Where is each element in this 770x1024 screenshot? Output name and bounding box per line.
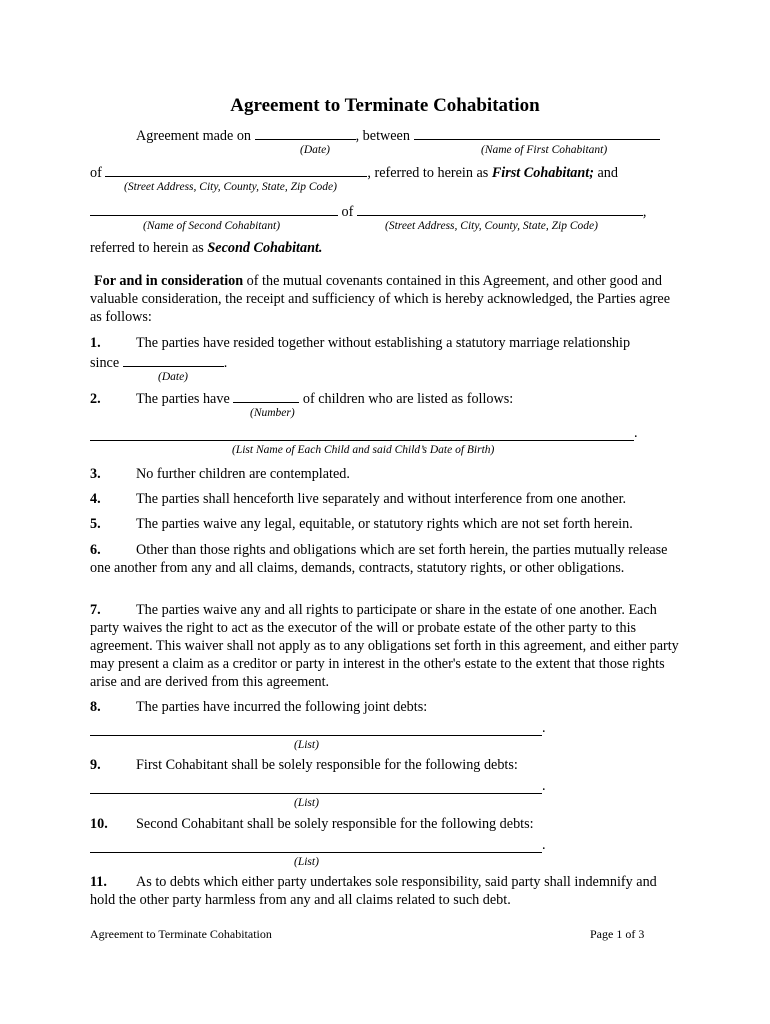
intro-line-1 — [136, 125, 660, 145]
intro-line-4 — [90, 239, 322, 257]
consideration-bold: For and in consideration — [94, 273, 244, 289]
item-11-text: As to debts which either party undertakes sole responsibility, said party shall indemnify and hold the other party harmless from any and all claims related to such debt. — [90, 874, 657, 908]
footer-title: Agreement to Terminate Cohabitation — [90, 927, 272, 941]
first-address-field[interactable] — [105, 162, 367, 177]
item-2 — [90, 388, 513, 408]
and-label: and — [597, 165, 618, 181]
item-2-number: 2. — [90, 391, 101, 407]
first-debts-field[interactable] — [90, 793, 542, 794]
joint-debts-caption: (List) — [294, 739, 319, 751]
item-1-text: The parties have resided together without establishing a statutory marriage relationship — [136, 335, 631, 351]
item-10 — [90, 815, 534, 833]
since-label: since — [90, 355, 120, 371]
footer-page-number: Page 1 of 3 — [590, 927, 645, 941]
children-list-field[interactable] — [90, 440, 634, 441]
item-3 — [90, 465, 350, 483]
second-debts-field[interactable] — [90, 852, 542, 853]
joint-debts-field[interactable] — [90, 735, 542, 736]
item-11 — [90, 873, 680, 909]
intro-line-3 — [90, 201, 646, 221]
item-6-number: 6. — [90, 542, 101, 558]
item-6-text: Other than those rights and obligations which are set forth herein, the parties mutually release one another from any and all claims, demands, contracts, statutory rights, or other obligations. — [90, 542, 668, 576]
item-8-number: 8. — [90, 699, 101, 715]
item-8 — [90, 698, 427, 716]
item-9-number: 9. — [90, 757, 101, 773]
comma-label: , — [642, 204, 647, 220]
item-1-number: 1. — [90, 335, 101, 351]
intro-line-2 — [90, 162, 618, 182]
referred-first-label: , referred to herein as — [367, 165, 489, 181]
item-7-text: The parties waive any and all rights to participate or share in the estate of one another. Each party waives the right to act as the executor of the will or probate estate of the other party to this agreement. This waiver shall not apply as to any obligations set forth in this agreement, and either party may present a claim as a creditor or party in interest in the other's estate to the extent that those rights arise and are derived from this agreement. — [90, 602, 679, 690]
date-caption: (Date) — [300, 144, 331, 156]
second-cohabitant-name-field[interactable] — [90, 201, 338, 216]
second-cohabitant-term: Second Cohabitant. — [207, 240, 323, 256]
item-8-text: The parties have incurred the following joint debts: — [136, 699, 428, 715]
item-2-text-b: of children who are listed as follows: — [302, 391, 514, 407]
between-label: , between — [355, 128, 410, 144]
period: . — [223, 355, 228, 371]
made-on-label: Agreement made on — [136, 128, 252, 144]
item-5-number: 5. — [90, 516, 101, 532]
children-period: . — [634, 425, 638, 441]
date-field[interactable] — [255, 125, 356, 140]
address-caption-2: (Street Address, City, County, State, Zip Code) — [385, 220, 598, 232]
second-debts-caption: (List) — [294, 856, 319, 868]
item-2-text-a: The parties have — [136, 391, 230, 407]
since-date-field[interactable] — [123, 352, 224, 367]
item-10-number: 10. — [90, 816, 108, 832]
address-caption-1: (Street Address, City, County, State, Zip Code) — [124, 181, 337, 193]
item-9 — [90, 756, 518, 774]
item-4-number: 4. — [90, 491, 101, 507]
item-9-text: First Cohabitant shall be solely responsible for the following debts: — [136, 757, 518, 773]
second-name-caption: (Name of Second Cohabitant) — [143, 220, 281, 232]
item-3-text: No further children are contemplated. — [136, 466, 350, 482]
item-3-number: 3. — [90, 466, 101, 482]
item-7-number: 7. — [90, 602, 101, 618]
item-4 — [90, 490, 626, 508]
second-debts-period: . — [542, 837, 546, 853]
second-address-field[interactable] — [357, 201, 643, 216]
item-1 — [90, 334, 680, 352]
first-debts-period: . — [542, 778, 546, 794]
first-debts-caption: (List) — [294, 797, 319, 809]
item-5 — [90, 515, 633, 533]
item-6 — [90, 541, 680, 577]
referred-second-label: referred to herein as — [90, 240, 204, 256]
item-10-text: Second Cohabitant shall be solely responsible for the following debts: — [136, 816, 534, 832]
children-caption: (List Name of Each Child and said Child’s Date of Birth) — [232, 444, 495, 456]
document-title: Agreement to Terminate Cohabitation — [230, 95, 540, 116]
item-7 — [90, 601, 680, 691]
of-label: of — [90, 165, 102, 181]
item-5-text: The parties waive any legal, equitable, or statutory rights which are not set forth herein. — [136, 516, 633, 532]
consideration-text: of the mutual covenants contained in this Agreement, and other good and valuable consideration, the receipt and sufficiency of which is hereby acknowledged, the Parties agree as follows: — [90, 273, 671, 325]
first-name-caption: (Name of First Cohabitant) — [481, 144, 608, 156]
number-of-children-field[interactable] — [233, 388, 299, 403]
consideration-paragraph — [90, 272, 680, 326]
item-4-text: The parties shall henceforth live separately and without interference from one another. — [136, 491, 627, 507]
first-cohabitant-name-field[interactable] — [414, 125, 660, 140]
first-cohabitant-term: First Cohabitant; — [491, 165, 594, 181]
of2-label: of — [341, 204, 354, 220]
joint-debts-period: . — [542, 720, 546, 736]
since-date-caption: (Date) — [158, 371, 189, 383]
item-1-since-line — [90, 352, 227, 372]
item-11-number: 11. — [90, 874, 107, 890]
number-caption: (Number) — [250, 407, 295, 419]
